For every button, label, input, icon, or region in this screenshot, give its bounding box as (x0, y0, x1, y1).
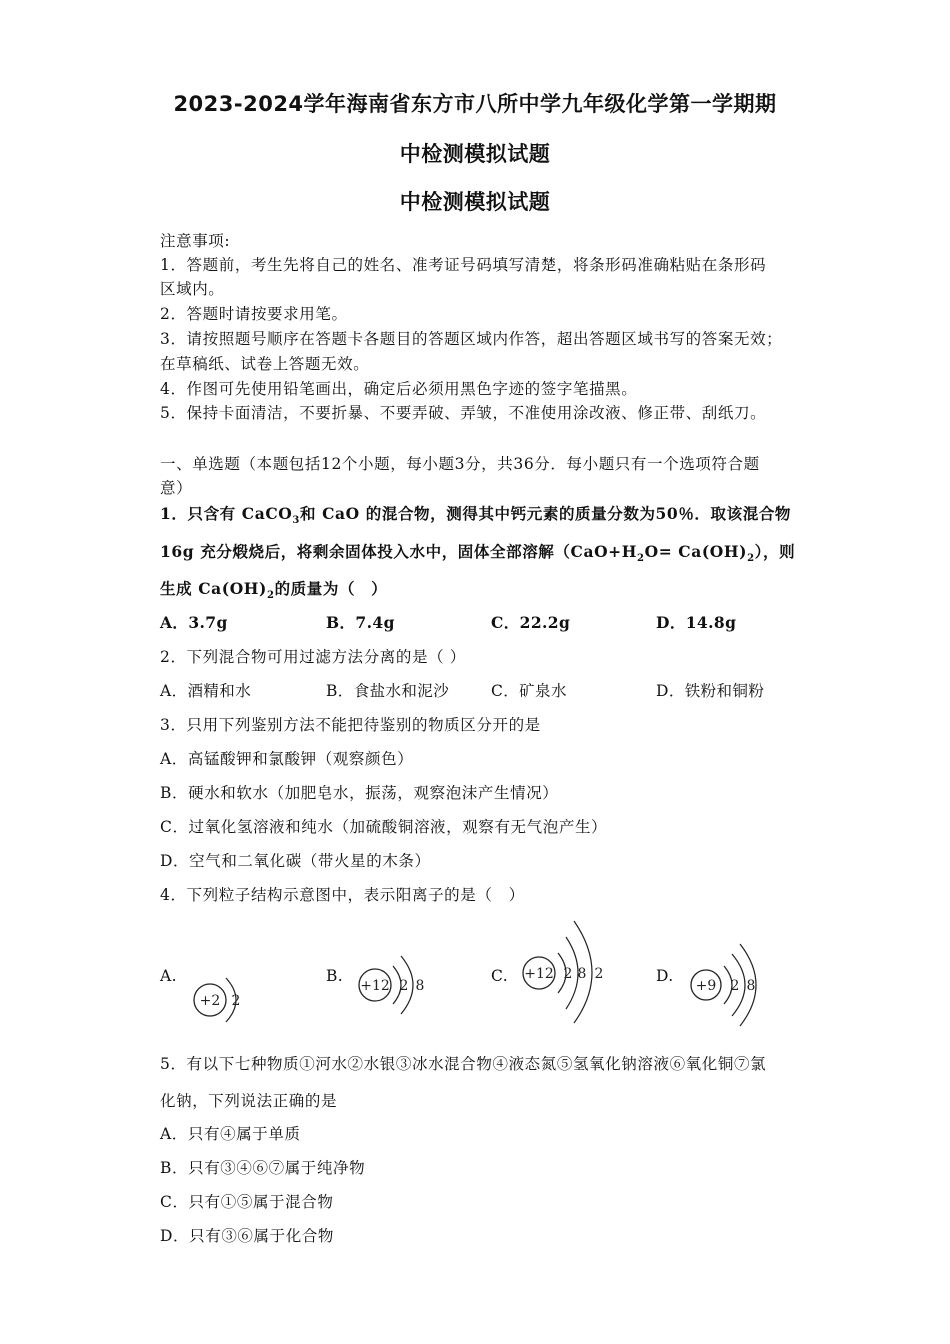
notice-item: 5．保持卡面清洁，不要折暴、不要弄破、弄皱，不准使用涂改液、修正带、刮纸刀。 (160, 404, 767, 422)
q5-option-c: C．只有①⑤属于混合物 (160, 1193, 334, 1211)
q4-option-a-label: A. (160, 967, 177, 985)
nucleus-charge: +9 (695, 978, 717, 994)
q4-stem: 4．下列粒子结构示意图中，表示阳离子的是（ ） (160, 886, 525, 904)
q5-option-a: A．只有④属于单质 (160, 1125, 301, 1143)
q5-option-b: B．只有③④⑥⑦属于纯净物 (160, 1159, 366, 1177)
shell-electrons: 2 (594, 966, 604, 982)
section-heading: 意） (160, 479, 193, 497)
nucleus-charge: +12 (524, 966, 554, 982)
q4-option-b-label: B. (326, 967, 344, 985)
q4-option-b-diagram (355, 938, 445, 1020)
nucleus-charge: +12 (360, 978, 390, 994)
shell-electrons: 2 (563, 966, 573, 982)
shell-electrons: 2 (730, 978, 740, 994)
title-line-2: 中检测模拟试题 (399, 142, 551, 166)
q1-stem-line3: 生成 $Ca(OH)_2$的质量为（ ） (160, 579, 388, 602)
notice-item: 2．答题时请按要求用笔。 (160, 305, 348, 323)
notice-item: 在草稿纸、试卷上答题无效。 (160, 355, 370, 373)
q1-option-a: A．3.7g (160, 613, 228, 632)
q2-stem: 2．下列混合物可用过滤方法分离的是（ ） (160, 648, 466, 666)
notice-item: 区域内。 (160, 280, 225, 298)
q3-option-a: A．高锰酸钾和氯酸钾（观察颜色） (160, 750, 414, 768)
q1-stem-line2: 16g 充分煅烧后，将剩余固体投入水中，固体全部溶解$(CaO+H_2O= Ca(OH)_2)$，则 (160, 542, 796, 565)
q1-stem-line1: 1．只含有 CaCO$_3$和 CaO 的混合物，测得其中钙元素的质量分数为50％．取该混合物 (160, 504, 792, 527)
q1-option-c: C．22.2g (491, 613, 571, 632)
q5-stem-line2: 化钠，下列说法正确的是 (160, 1092, 338, 1110)
q2-option-d: D．铁粉和铜粉 (656, 682, 765, 700)
notice-item: 3．请按照题号顺序在答题卡各题目的答题区域内作答，超出答题区域书写的答案无效； (160, 330, 783, 348)
q5-option-d: D．只有③⑥属于化合物 (160, 1227, 335, 1245)
shell-electrons: 8 (746, 978, 756, 994)
q4-option-d-label: D. (656, 967, 674, 985)
q1-option-d: D．14.8g (656, 613, 737, 632)
q1-option-b: B．7.4g (326, 613, 395, 632)
q5-stem-line1: 5．有以下七种物质①河水②水银③冰水混合物④液态氮⑤氢氧化钠溶液⑥氧化铜⑦氯 (160, 1055, 767, 1073)
notice-heading: 注意事项: (160, 232, 231, 250)
q3-option-b: B．硬水和软水（加肥皂水，振荡，观察泡沫产生情况） (160, 784, 559, 802)
q2-option-c: C．矿泉水 (491, 682, 567, 700)
q3-option-c: C．过氧化氢溶液和纯水（加硫酸铜溶液，观察有无气泡产生） (160, 818, 608, 836)
q4-option-c-label: C. (491, 967, 509, 985)
shell-electrons: 8 (415, 978, 425, 994)
notice-item: 4．作图可先使用铅笔画出，确定后必须用黑色字迹的签字笔描黑。 (160, 380, 638, 398)
q2-option-a: A．酒精和水 (160, 682, 252, 700)
q2-option-b: B．食盐水和泥沙 (326, 682, 450, 700)
q4-option-a-diagram (190, 970, 260, 1036)
q3-stem: 3．只用下列鉴别方法不能把待鉴别的物质区分开的是 (160, 716, 541, 734)
title-line-3: 中检测模拟试题 (399, 190, 551, 214)
nucleus-charge: +2 (199, 993, 221, 1009)
section-heading: 一、单选题（本题包括12个小题，每小题3分，共36分．每小题只有一个选项符合题 (160, 455, 760, 473)
title-line-1: 2023-2024学年海南省东方市八所中学九年级化学第一学期期 (173, 92, 777, 116)
q4-option-c-diagram (520, 915, 620, 1015)
q4-option-d-diagram (688, 938, 778, 1020)
shell-electrons: 8 (577, 966, 587, 982)
notice-item: 1．答题前，考生先将自己的姓名、准考证号码填写清楚，将条形码准确粘贴在条形码 (160, 256, 767, 274)
q3-option-d: D．空气和二氧化碳（带火星的木条） (160, 852, 431, 870)
shell-electrons: 2 (231, 993, 241, 1009)
shell-electrons: 2 (399, 978, 409, 994)
